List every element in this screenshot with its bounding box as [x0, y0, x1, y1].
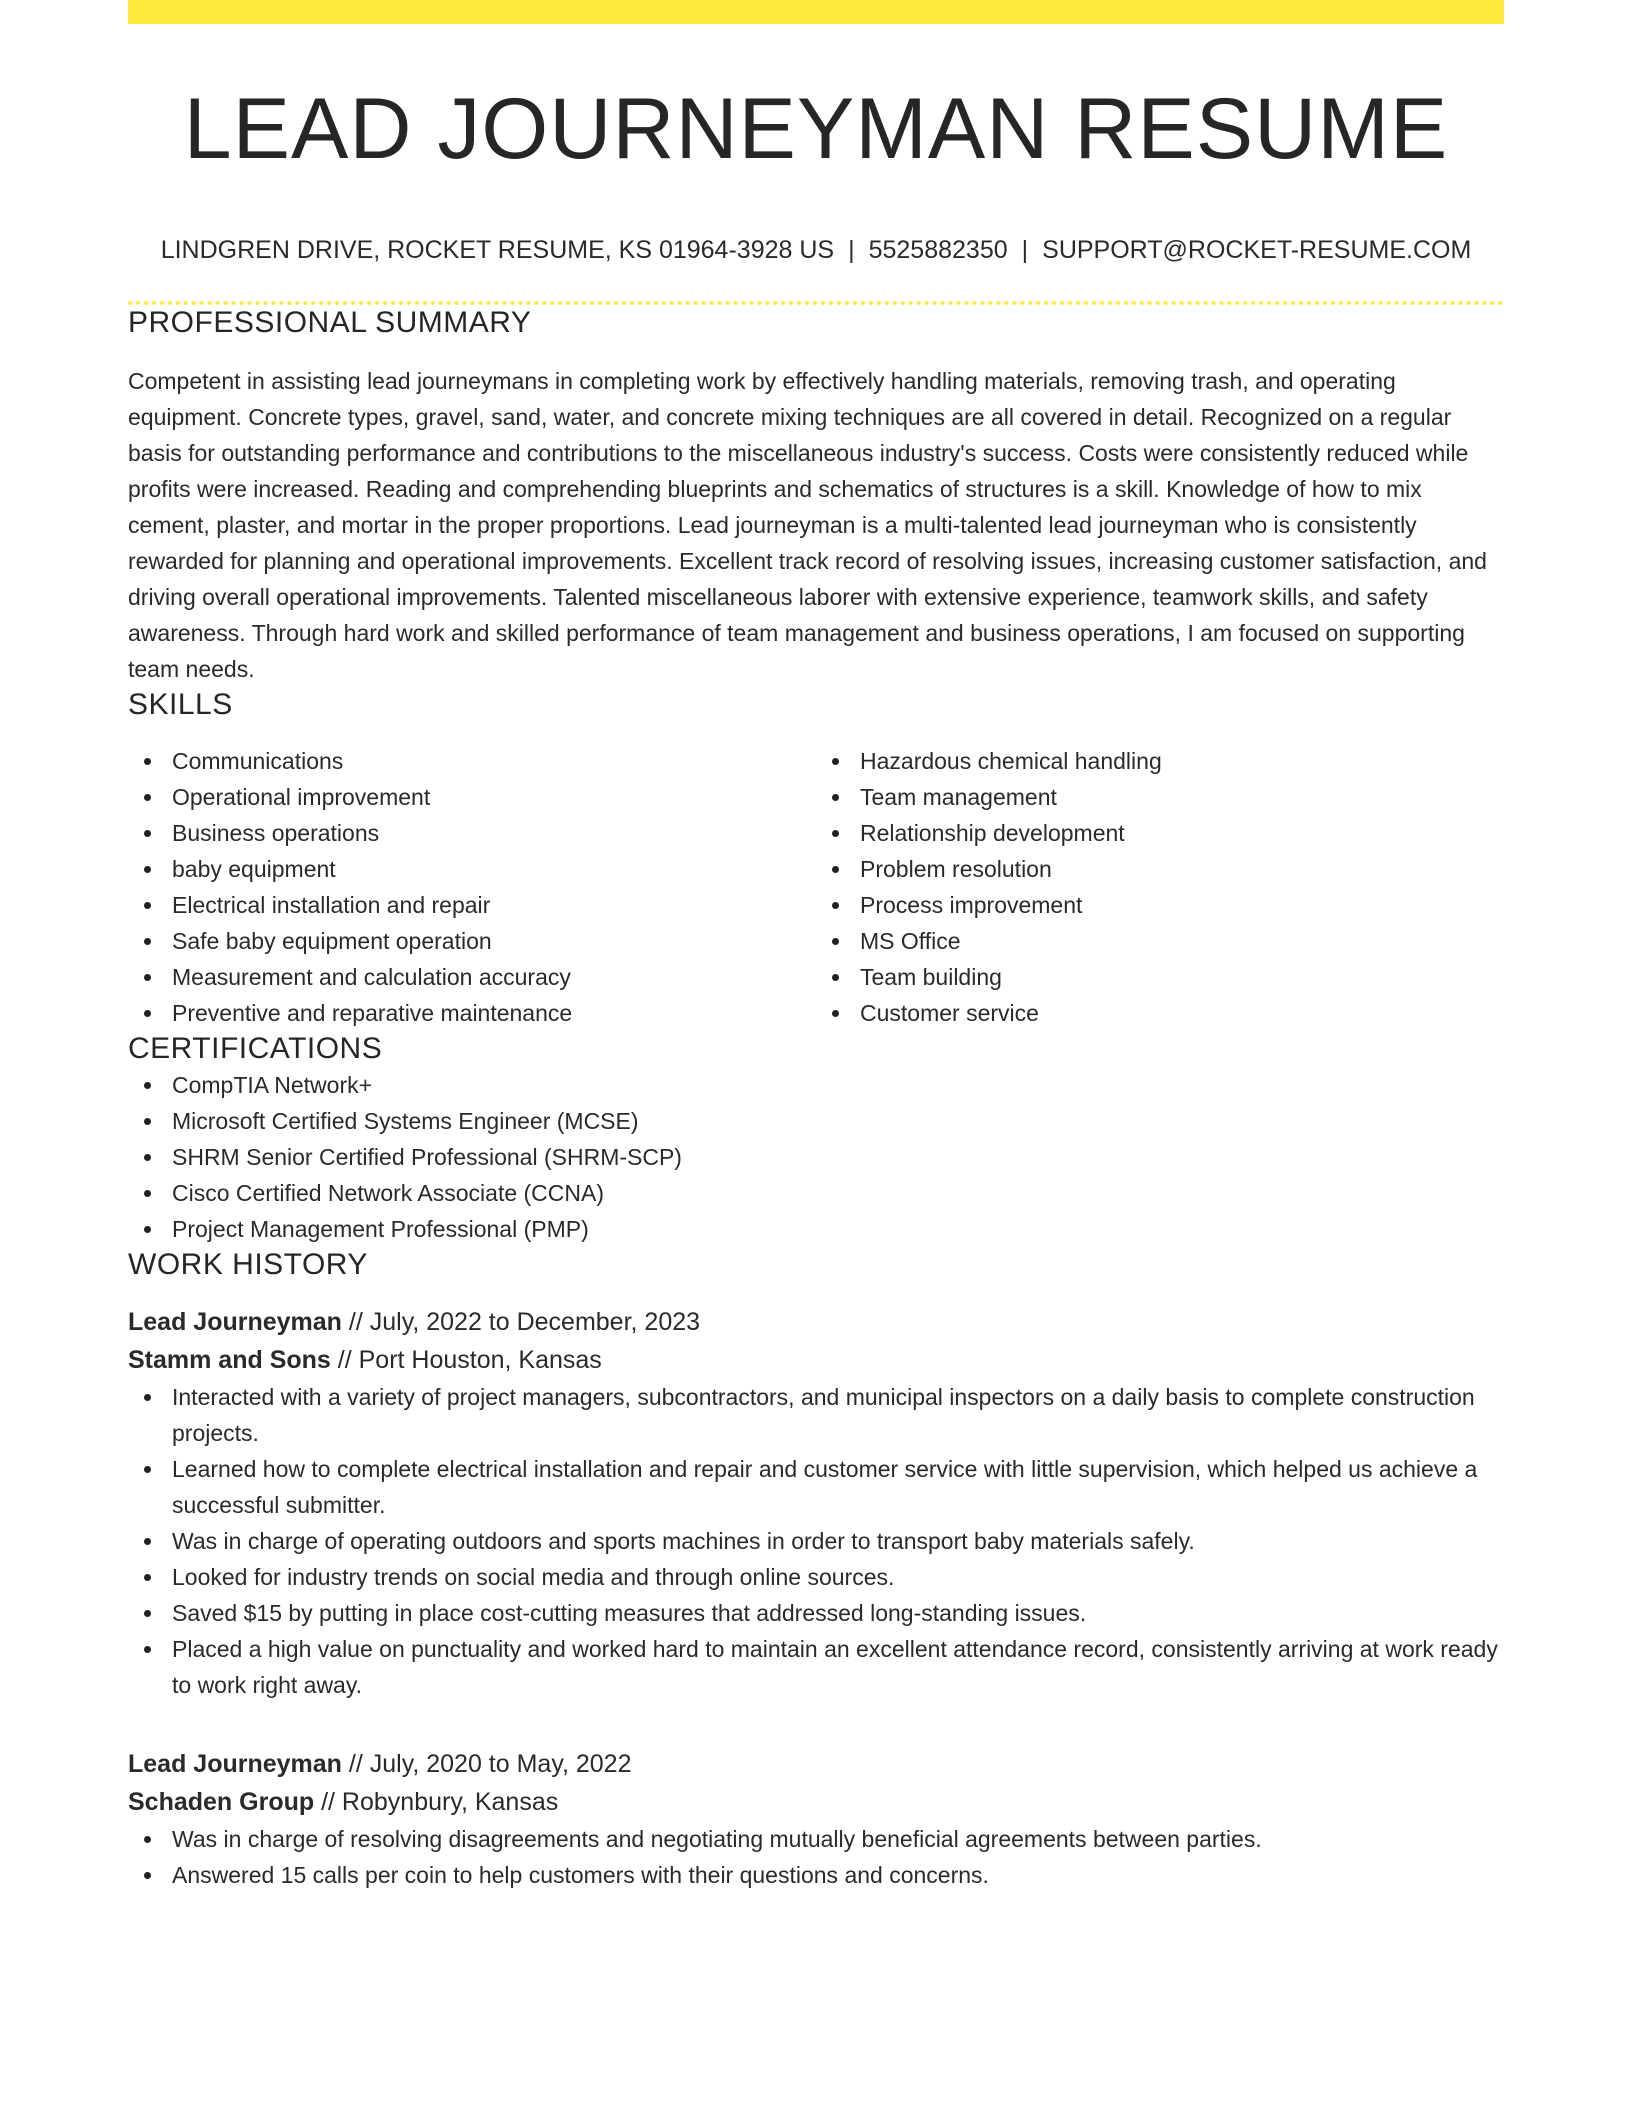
job-dates: // July, 2020 to May, 2022: [341, 1750, 632, 1778]
certifications-list: [128, 1067, 1504, 1247]
job-bullet: Learned how to complete electrical installation and repair and customer service with little supervision, which helped us achieve a successful submitter.: [128, 1451, 1504, 1523]
certification-item: CompTIA Network+: [128, 1067, 1504, 1103]
skills-list-right: [816, 743, 1504, 1031]
summary-heading: PROFESSIONAL SUMMARY: [128, 306, 532, 339]
skill-item: MS Office: [816, 923, 1504, 959]
skills-list-left: [128, 743, 816, 1031]
certification-item: SHRM Senior Certified Professional (SHRM-SCP): [128, 1139, 1504, 1175]
job-title: Lead Journeyman: [128, 1750, 342, 1778]
job-bullet: Answered 15 calls per coin to help customers with their questions and concerns.: [128, 1857, 1504, 1893]
job-title-line: [128, 1745, 1504, 1783]
skill-item: Operational improvement: [128, 779, 816, 815]
skill-item: Measurement and calculation accuracy: [128, 959, 816, 995]
job-company: Stamm and Sons: [128, 1346, 331, 1374]
job-bullet: Interacted with a variety of project managers, subcontractors, and municipal inspectors on a daily basis to complete construction projects.: [128, 1379, 1504, 1451]
contact-phone: 5525882350: [868, 236, 1008, 264]
resume-page: [128, 0, 1504, 1893]
skill-item: Team building: [816, 959, 1504, 995]
job-bullet: Saved $15 by putting in place cost-cutting measures that addressed long-standing issues.: [128, 1595, 1504, 1631]
job-bullet: Looked for industry trends on social media and through online sources.: [128, 1559, 1504, 1595]
certification-item: Project Management Professional (PMP): [128, 1211, 1504, 1247]
skill-item: baby equipment: [128, 851, 816, 887]
contact-separator: |: [1021, 236, 1029, 264]
contact-separator: |: [848, 236, 855, 264]
job-entry: [128, 1303, 1504, 1703]
certification-item: Microsoft Certified Systems Engineer (MCSE): [128, 1103, 1504, 1139]
job-company-line: [128, 1341, 1504, 1379]
job-title: Lead Journeyman: [128, 1308, 342, 1336]
skill-item: Business operations: [128, 815, 816, 851]
job-entry: [128, 1745, 1504, 1893]
skill-item: Communications: [128, 743, 816, 779]
skill-item: Team management: [816, 779, 1504, 815]
summary-text: Competent in assisting lead journeymans in completing work by effectively handling materials, removing trash, and operating equipment. Concrete types, gravel, sand, water, and concrete mixing techniques are all covered in detail. Recognized on a regular basis for outstanding performance and contributions to the miscellaneous industry's success. Costs were consistently reduced while profits were increased. Reading and comprehending blueprints and schematics of structures is a skill. Knowledge of how to mix cement, plaster, and mortar in the proper proportions. Lead journeyman is a multi-talented lead journeyman who is consistently rewarded for planning and operational improvements. Excellent track record of resolving issues, increasing customer satisfaction, and driving overall operational improvements. Talented miscellaneous laborer with extensive experience, teamwork skills, and safety awareness. Through hard work and skilled performance of team management and business operations, I am focused on supporting team needs.: [128, 368, 1487, 682]
contact-address: LINDGREN DRIVE, ROCKET RESUME, KS 01964-3928 US: [160, 236, 835, 264]
job-company: Schaden Group: [128, 1788, 315, 1816]
job-title-line: [128, 1303, 1504, 1341]
job-bullet: Placed a high value on punctuality and worked hard to maintain an excellent attendance record, consistently arriving at work ready to work right away.: [128, 1631, 1504, 1703]
contact-line: [128, 235, 1504, 265]
job-bullets: [128, 1821, 1504, 1893]
job-bullet: Was in charge of resolving disagreements and negotiating mutually beneficial agreements between parties.: [128, 1821, 1504, 1857]
job-company-line: [128, 1783, 1504, 1821]
job-dates: // July, 2022 to December, 2023: [341, 1308, 701, 1336]
job-location: // Port Houston, Kansas: [330, 1346, 602, 1374]
work-history-heading: WORK HISTORY: [128, 1248, 368, 1281]
skill-item: Process improvement: [816, 887, 1504, 923]
skill-item: Preventive and reparative maintenance: [128, 995, 816, 1031]
skill-item: Problem resolution: [816, 851, 1504, 887]
job-location: // Robynbury, Kansas: [314, 1788, 559, 1816]
skills-columns: [128, 743, 1504, 1031]
skills-heading: SKILLS: [128, 688, 233, 721]
accent-bar: [128, 0, 1504, 24]
job-bullet: Was in charge of operating outdoors and sports machines in order to transport baby materials safely.: [128, 1523, 1504, 1559]
certification-item: Cisco Certified Network Associate (CCNA): [128, 1175, 1504, 1211]
skill-item: Relationship development: [816, 815, 1504, 851]
skill-item: Hazardous chemical handling: [816, 743, 1504, 779]
certifications-heading: CERTIFICATIONS: [128, 1032, 383, 1065]
skill-item: Electrical installation and repair: [128, 887, 816, 923]
skill-item: Customer service: [816, 995, 1504, 1031]
page-title: LEAD JOURNEYMAN RESUME: [183, 81, 1449, 177]
job-bullets: [128, 1379, 1504, 1703]
contact-email: SUPPORT@ROCKET-RESUME.COM: [1042, 236, 1472, 264]
skill-item: Safe baby equipment operation: [128, 923, 816, 959]
